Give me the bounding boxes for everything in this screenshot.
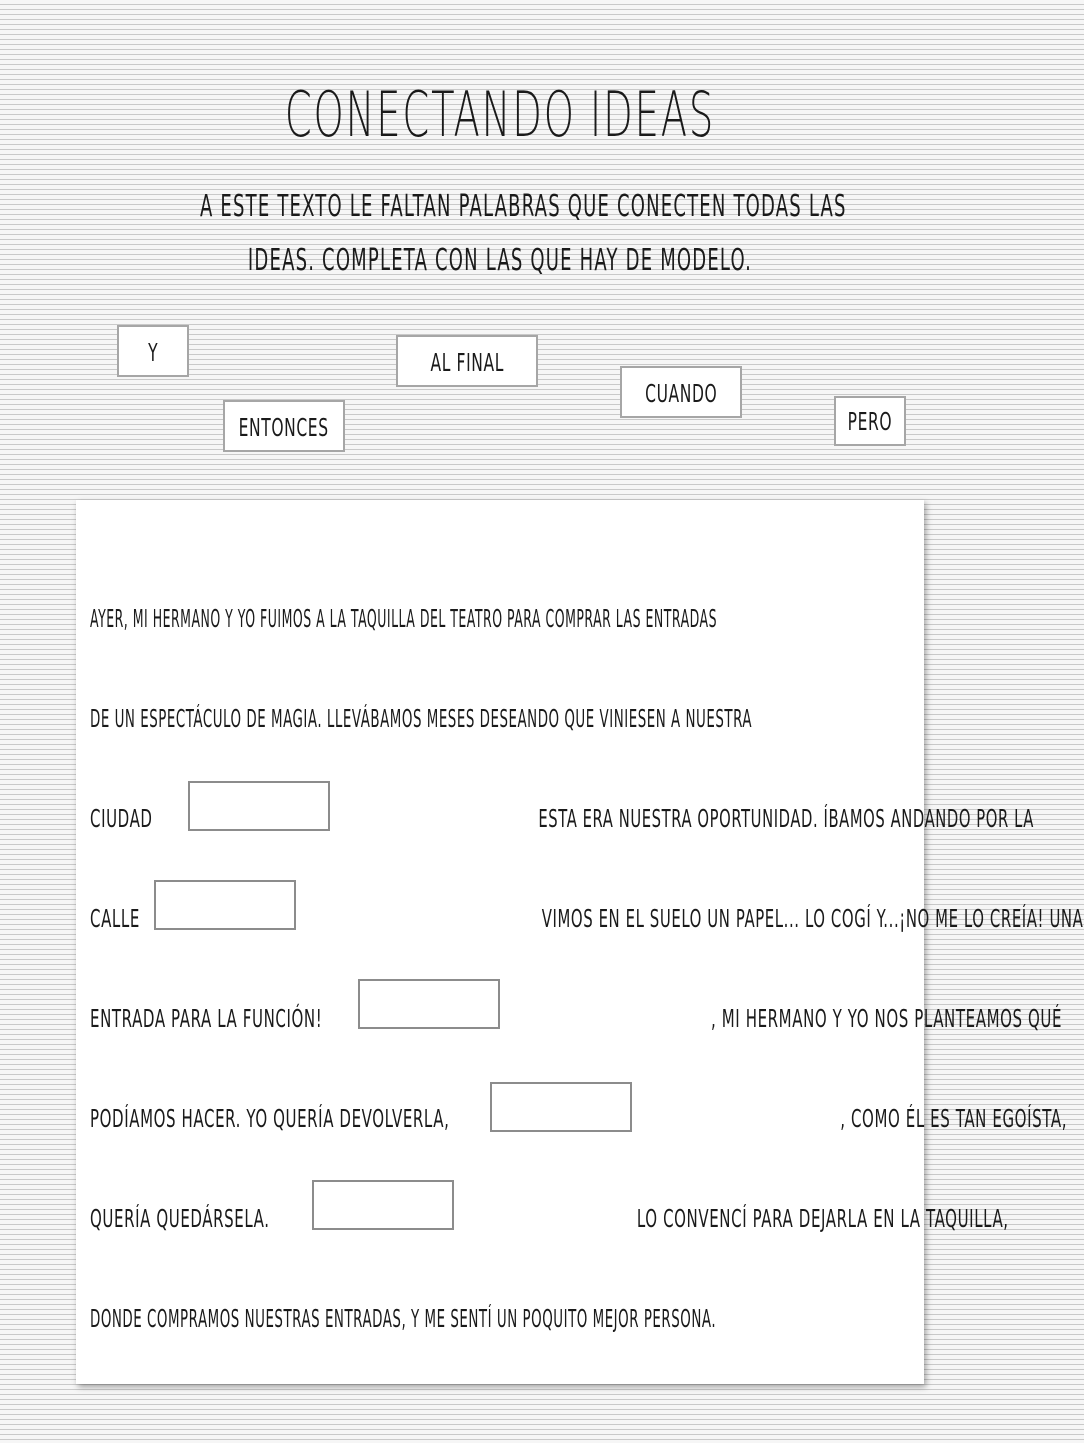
instructions-line-2: IDEAS. COMPLETA CON LAS QUE HAY DE MODELO. [247,243,753,278]
story-text: LO CONVENCÍ PARA DEJARLA EN LA TAQUILLA, [637,1203,1010,1233]
word-card-label: PERO [847,407,893,436]
story-text: PODÍAMOS HACER. YO QUERÍA DEVOLVERLA, [90,1103,450,1133]
answer-blank-1[interactable] [188,781,330,831]
story-text: , COMO ÉL ES TAN EGOÍSTA, [840,1103,1068,1133]
word-card-pero[interactable] [834,396,906,446]
word-card-label: ENTONCES [238,413,330,442]
word-card-cuando[interactable] [620,366,742,418]
word-card-label: CUANDO [644,379,718,408]
answer-blank-2[interactable] [154,880,296,930]
word-card-y[interactable] [117,325,189,377]
story-text: CIUDAD [90,803,153,833]
story-line-8 [90,1293,912,1343]
word-card-entonces[interactable] [223,400,345,452]
page-title: CONECTANDO IDEAS [284,78,716,151]
story-line-2 [90,693,912,743]
instructions-line-1: A ESTE TEXTO LE FALTAN PALABRAS QUE CONECTEN TODAS LAS [200,189,847,224]
answer-blank-5[interactable] [312,1180,454,1230]
answer-blank-3[interactable] [358,979,500,1029]
story-text: CALLE [90,903,140,933]
word-card-label: AL FINAL [430,348,504,377]
story-text: VIMOS EN EL SUELO UN PAPEL... LO COGÍ Y...¡NO ME LO CREÍA! UNA [541,903,1084,933]
story-text: AYER, MI HERMANO Y YO FUIMOS A LA TAQUILLA DEL TEATRO PARA COMPRAR LAS ENTRADAS [90,603,718,633]
story-line-7 [90,1193,1010,1243]
story-text: QUERÍA QUEDÁRSELA. [90,1203,270,1233]
answer-blank-4[interactable] [490,1082,632,1132]
story-text: DE UN ESPECTÁCULO DE MAGIA. LLEVÁBAMOS MESES DESEANDO QUE VINIESEN A NUESTRA [90,703,753,733]
word-card-al-final[interactable] [396,335,538,387]
instructions [0,180,1000,288]
story-line-5 [90,993,1063,1043]
word-card-label: Y [147,338,159,367]
story-line-1 [90,593,912,643]
story-text: ESTA ERA NUESTRA OPORTUNIDAD. ÍBAMOS ANDANDO POR LA [538,803,1035,833]
story-text: , MI HERMANO Y YO NOS PLANTEAMOS QUÉ [711,1003,1063,1033]
story-text: DONDE COMPRAMOS NUESTRAS ENTRADAS, Y ME SENTÍ UN POQUITO MEJOR PERSONA. [90,1303,717,1333]
story-text: ENTRADA PARA LA FUNCIÓN! [90,1003,323,1033]
